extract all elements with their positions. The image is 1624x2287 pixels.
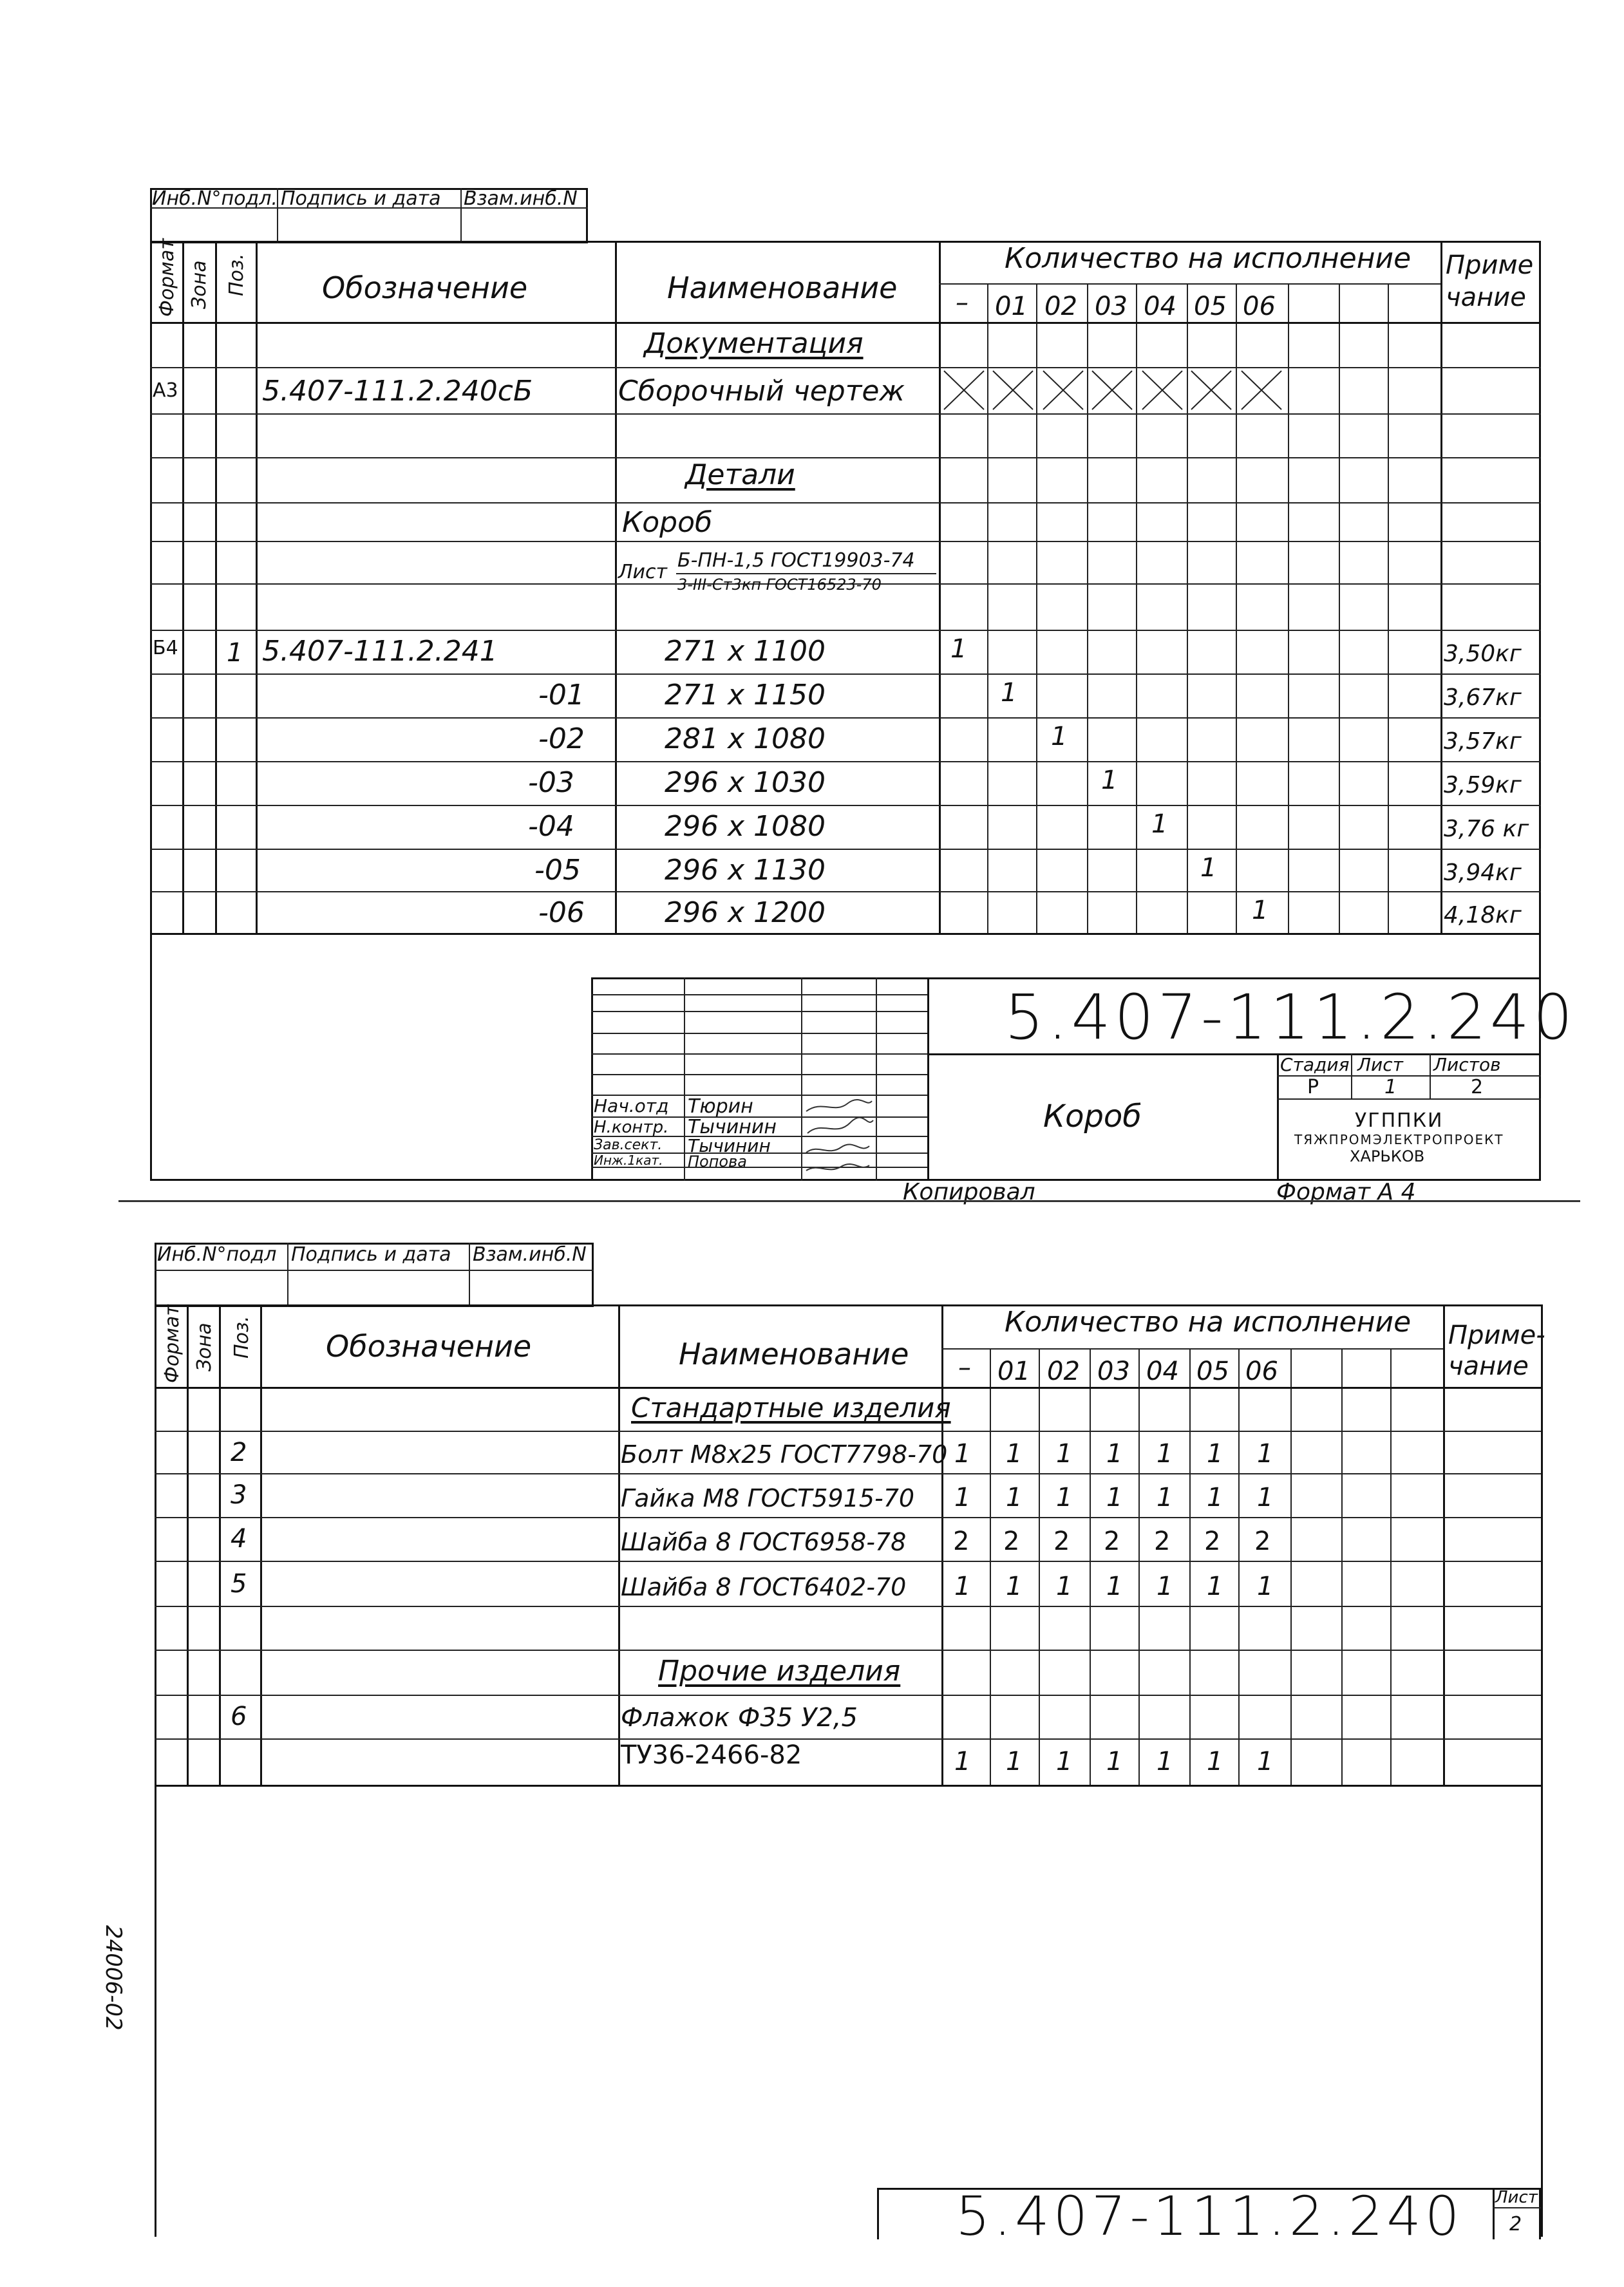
qty2-col-6: 06 (1245, 1357, 1278, 1386)
role-4: Инж.1кат. (594, 1153, 663, 1168)
std-qty: 1 (1257, 1572, 1274, 1601)
std-qty: 1 (1257, 1439, 1274, 1469)
item-size-6: 296 х 1200 (665, 896, 826, 929)
position-1: 1 (227, 638, 243, 668)
other-pos: 6 (231, 1702, 247, 1731)
qty-col-6: 06 (1243, 292, 1276, 321)
item-size-3: 296 х 1030 (665, 766, 826, 799)
sheet-material-top: Б-ПН-1,5 ГОСТ19903-74 (677, 549, 915, 572)
sheet-material-bottom: 3-III-Ст3кп ГОСТ16523-70 (677, 576, 882, 594)
format-b4: Б4 (153, 637, 178, 659)
item-size-4: 296 х 1080 (665, 810, 826, 843)
name-3: Тычинин (688, 1135, 771, 1156)
std-qty: 2 (1053, 1527, 1070, 1556)
stage-value: Р (1307, 1076, 1319, 1098)
std-qty: 1 (1056, 1439, 1073, 1469)
item-code-6: -06 (538, 896, 585, 929)
sheet-value: 1 (1384, 1076, 1397, 1098)
inventory-label: Инб.N°подл. (152, 187, 278, 210)
std-qty: 1 (1157, 1572, 1173, 1601)
item-note-4: 3,76 кг (1444, 816, 1529, 842)
org-name: УГППКИ (1355, 1109, 1444, 1132)
std-qty: 1 (1257, 1483, 1274, 1512)
std-qty: 1 (1056, 1483, 1073, 1512)
qty2-col-0: – (958, 1353, 971, 1382)
page2-left-border (155, 1304, 156, 2237)
bottom-sheet-value: 2 (1509, 2213, 1522, 2235)
quantity-header: Количество на исполнение (1005, 242, 1412, 275)
sheets-label: Листов (1433, 1054, 1501, 1075)
std-qty: 1 (1106, 1572, 1123, 1601)
format-header: Формат (156, 238, 178, 317)
format-header-2: Формат (161, 1304, 184, 1383)
assembly-name: Сборочный чертеж (618, 375, 905, 408)
sheet-label: Лист (1357, 1054, 1403, 1075)
side-archive-code: 24006-02 (100, 1925, 126, 2031)
other-qty: 1 (1056, 1747, 1073, 1776)
name-header-2: Наименование (679, 1337, 909, 1371)
replace-inventory-label: Взам.инб.N (464, 187, 578, 210)
designation-header-2: Обозначение (326, 1329, 532, 1364)
std-qty: 1 (1056, 1572, 1073, 1601)
qty2-col-3: 03 (1097, 1357, 1130, 1386)
other-qty: 1 (954, 1747, 971, 1776)
title-doc-number: 5.407-111.2.240 (1005, 981, 1577, 1053)
qty-col-1: 01 (995, 292, 1028, 321)
signature-date-label: Подпись и дата (281, 187, 441, 210)
position-header-2: Поз. (231, 1315, 253, 1359)
std-name-2: Гайка М8 ГОСТ5915-70 (621, 1484, 915, 1512)
std-qty: 1 (1207, 1572, 1223, 1601)
item-qty-1: 1 (1001, 678, 1017, 708)
documentation-section: Документация (644, 327, 864, 360)
assembly-cross-marks (939, 367, 1288, 413)
std-qty: 1 (954, 1483, 971, 1512)
zone-header: Зона (188, 260, 211, 309)
signature-date-label-2: Подпись и дата (291, 1243, 451, 1266)
page-separator (118, 1200, 1580, 1202)
std-qty: 1 (1157, 1439, 1173, 1469)
std-qty: 2 (953, 1527, 970, 1556)
format-a3: А3 (153, 379, 178, 402)
std-pos-2: 3 (231, 1480, 247, 1510)
item-qty-3: 1 (1101, 766, 1118, 795)
std-qty: 1 (1106, 1483, 1123, 1512)
note-header-2: чание (1446, 283, 1526, 312)
other-qty: 1 (1157, 1747, 1173, 1776)
std-qty: 1 (1106, 1439, 1123, 1469)
qty2-col-1: 01 (997, 1357, 1030, 1386)
parts-section: Детали (685, 458, 795, 491)
std-qty: 1 (1006, 1439, 1023, 1469)
inventory-label-2: Инб.N°подл (157, 1243, 277, 1266)
std-qty: 1 (954, 1572, 971, 1601)
item-size-2: 281 х 1080 (665, 722, 826, 755)
std-pos-4: 5 (231, 1569, 247, 1599)
note-header2-1: Приме- (1448, 1321, 1545, 1350)
other-qty: 1 (1257, 1747, 1274, 1776)
qty2-col-4: 04 (1146, 1357, 1179, 1386)
item-note-3: 3,59кг (1444, 772, 1522, 798)
name-2: Тычинин (688, 1116, 777, 1138)
std-name-4: Шайба 8 ГОСТ6402-70 (621, 1573, 907, 1601)
org-city: ХАРЬКОВ (1350, 1147, 1425, 1165)
org-subtitle: ТЯЖПРОМЭЛЕКТРОПРОЕКТ (1294, 1132, 1504, 1147)
std-name-3: Шайба 8 ГОСТ6958-78 (621, 1528, 907, 1556)
item-note-1: 3,67кг (1444, 684, 1522, 711)
name-4: Попова (688, 1153, 747, 1171)
sheets-value: 2 (1471, 1076, 1484, 1098)
item-size-0: 271 х 1100 (665, 635, 826, 668)
item-code-4: -04 (528, 810, 574, 843)
other-qty: 1 (1006, 1747, 1023, 1776)
standard-items-section: Стандартные изделия (631, 1392, 951, 1424)
std-qty: 1 (1006, 1572, 1023, 1601)
qty2-col-5: 05 (1196, 1357, 1229, 1386)
std-qty: 2 (1204, 1527, 1221, 1556)
stage-label: Стадия (1280, 1054, 1350, 1075)
replace-inventory-label-2: Взам.инб.N (473, 1243, 587, 1266)
title-name: Короб (1043, 1098, 1142, 1134)
role-3: Зав.сект. (594, 1137, 663, 1153)
zone-header-2: Зона (193, 1322, 216, 1371)
qty-col-5: 05 (1194, 292, 1227, 321)
std-qty: 2 (1104, 1527, 1120, 1556)
other-qty: 1 (1106, 1747, 1123, 1776)
item-note-5: 3,94кг (1444, 860, 1522, 886)
std-pos-1: 2 (231, 1438, 247, 1467)
std-qty: 2 (1003, 1527, 1020, 1556)
item-qty-2: 1 (1051, 722, 1068, 751)
part-code: 5.407-111.2.241 (262, 635, 498, 668)
signatures (802, 1095, 876, 1180)
std-pos-3: 4 (231, 1524, 247, 1554)
note-header-1: Приме (1446, 250, 1534, 280)
std-qty: 2 (1154, 1527, 1171, 1556)
name-1: Тюрин (688, 1095, 753, 1118)
item-qty-0: 1 (950, 634, 967, 664)
item-code-1: -01 (538, 679, 585, 711)
format-label: Формат А 4 (1276, 1179, 1416, 1205)
qty-col-0: – (956, 288, 968, 317)
assembly-code: 5.407-111.2.240сБ (262, 375, 533, 408)
qty2-col-2: 02 (1047, 1357, 1080, 1386)
quantity-header-2: Количество на исполнение (1005, 1306, 1412, 1339)
other-items-section: Прочие изделия (658, 1655, 901, 1688)
bottom-doc-number: 5.407-111.2.240 (956, 2185, 1464, 2248)
bottom-sheet-label: Лист (1495, 2188, 1538, 2207)
std-qty: 2 (1254, 1527, 1271, 1556)
designation-header: Обозначение (322, 270, 528, 305)
item-note-6: 4,18кг (1444, 902, 1522, 928)
item-code-2: -02 (538, 722, 585, 755)
qty-col-2: 02 (1044, 292, 1077, 321)
item-code-3: -03 (528, 766, 574, 799)
role-2: Н.контр. (594, 1118, 669, 1137)
copied-label: Копировал (903, 1179, 1035, 1205)
item-size-5: 296 х 1130 (665, 854, 826, 887)
role-1: Нач.отд (594, 1095, 669, 1116)
item-size-1: 271 х 1150 (665, 679, 826, 711)
sheet-material-label: Лист (618, 561, 668, 583)
item-note-0: 3,50кг (1444, 641, 1522, 667)
name-header: Наименование (667, 270, 898, 305)
std-name-1: Болт М8х25 ГОСТ7798-70 (621, 1440, 948, 1469)
std-qty: 1 (1207, 1439, 1223, 1469)
item-code-5: -05 (534, 854, 581, 887)
item-qty-4: 1 (1151, 809, 1168, 839)
qty-col-4: 04 (1144, 292, 1176, 321)
item-note-2: 3,57кг (1444, 728, 1522, 755)
other-name-1: Флажок Ф35 У2,5 (621, 1703, 858, 1733)
other-qty: 1 (1207, 1747, 1223, 1776)
item-qty-6: 1 (1252, 896, 1269, 925)
korob-label: Короб (622, 506, 713, 539)
std-qty: 1 (954, 1439, 971, 1469)
std-qty: 1 (1006, 1483, 1023, 1512)
qty-col-3: 03 (1095, 292, 1128, 321)
item-qty-5: 1 (1200, 853, 1217, 883)
other-name-2: ТУ36-2466-82 (621, 1740, 802, 1770)
position-header: Поз. (225, 253, 248, 296)
std-qty: 1 (1157, 1483, 1173, 1512)
std-qty: 1 (1207, 1483, 1223, 1512)
note-header2-2: чание (1448, 1351, 1529, 1381)
